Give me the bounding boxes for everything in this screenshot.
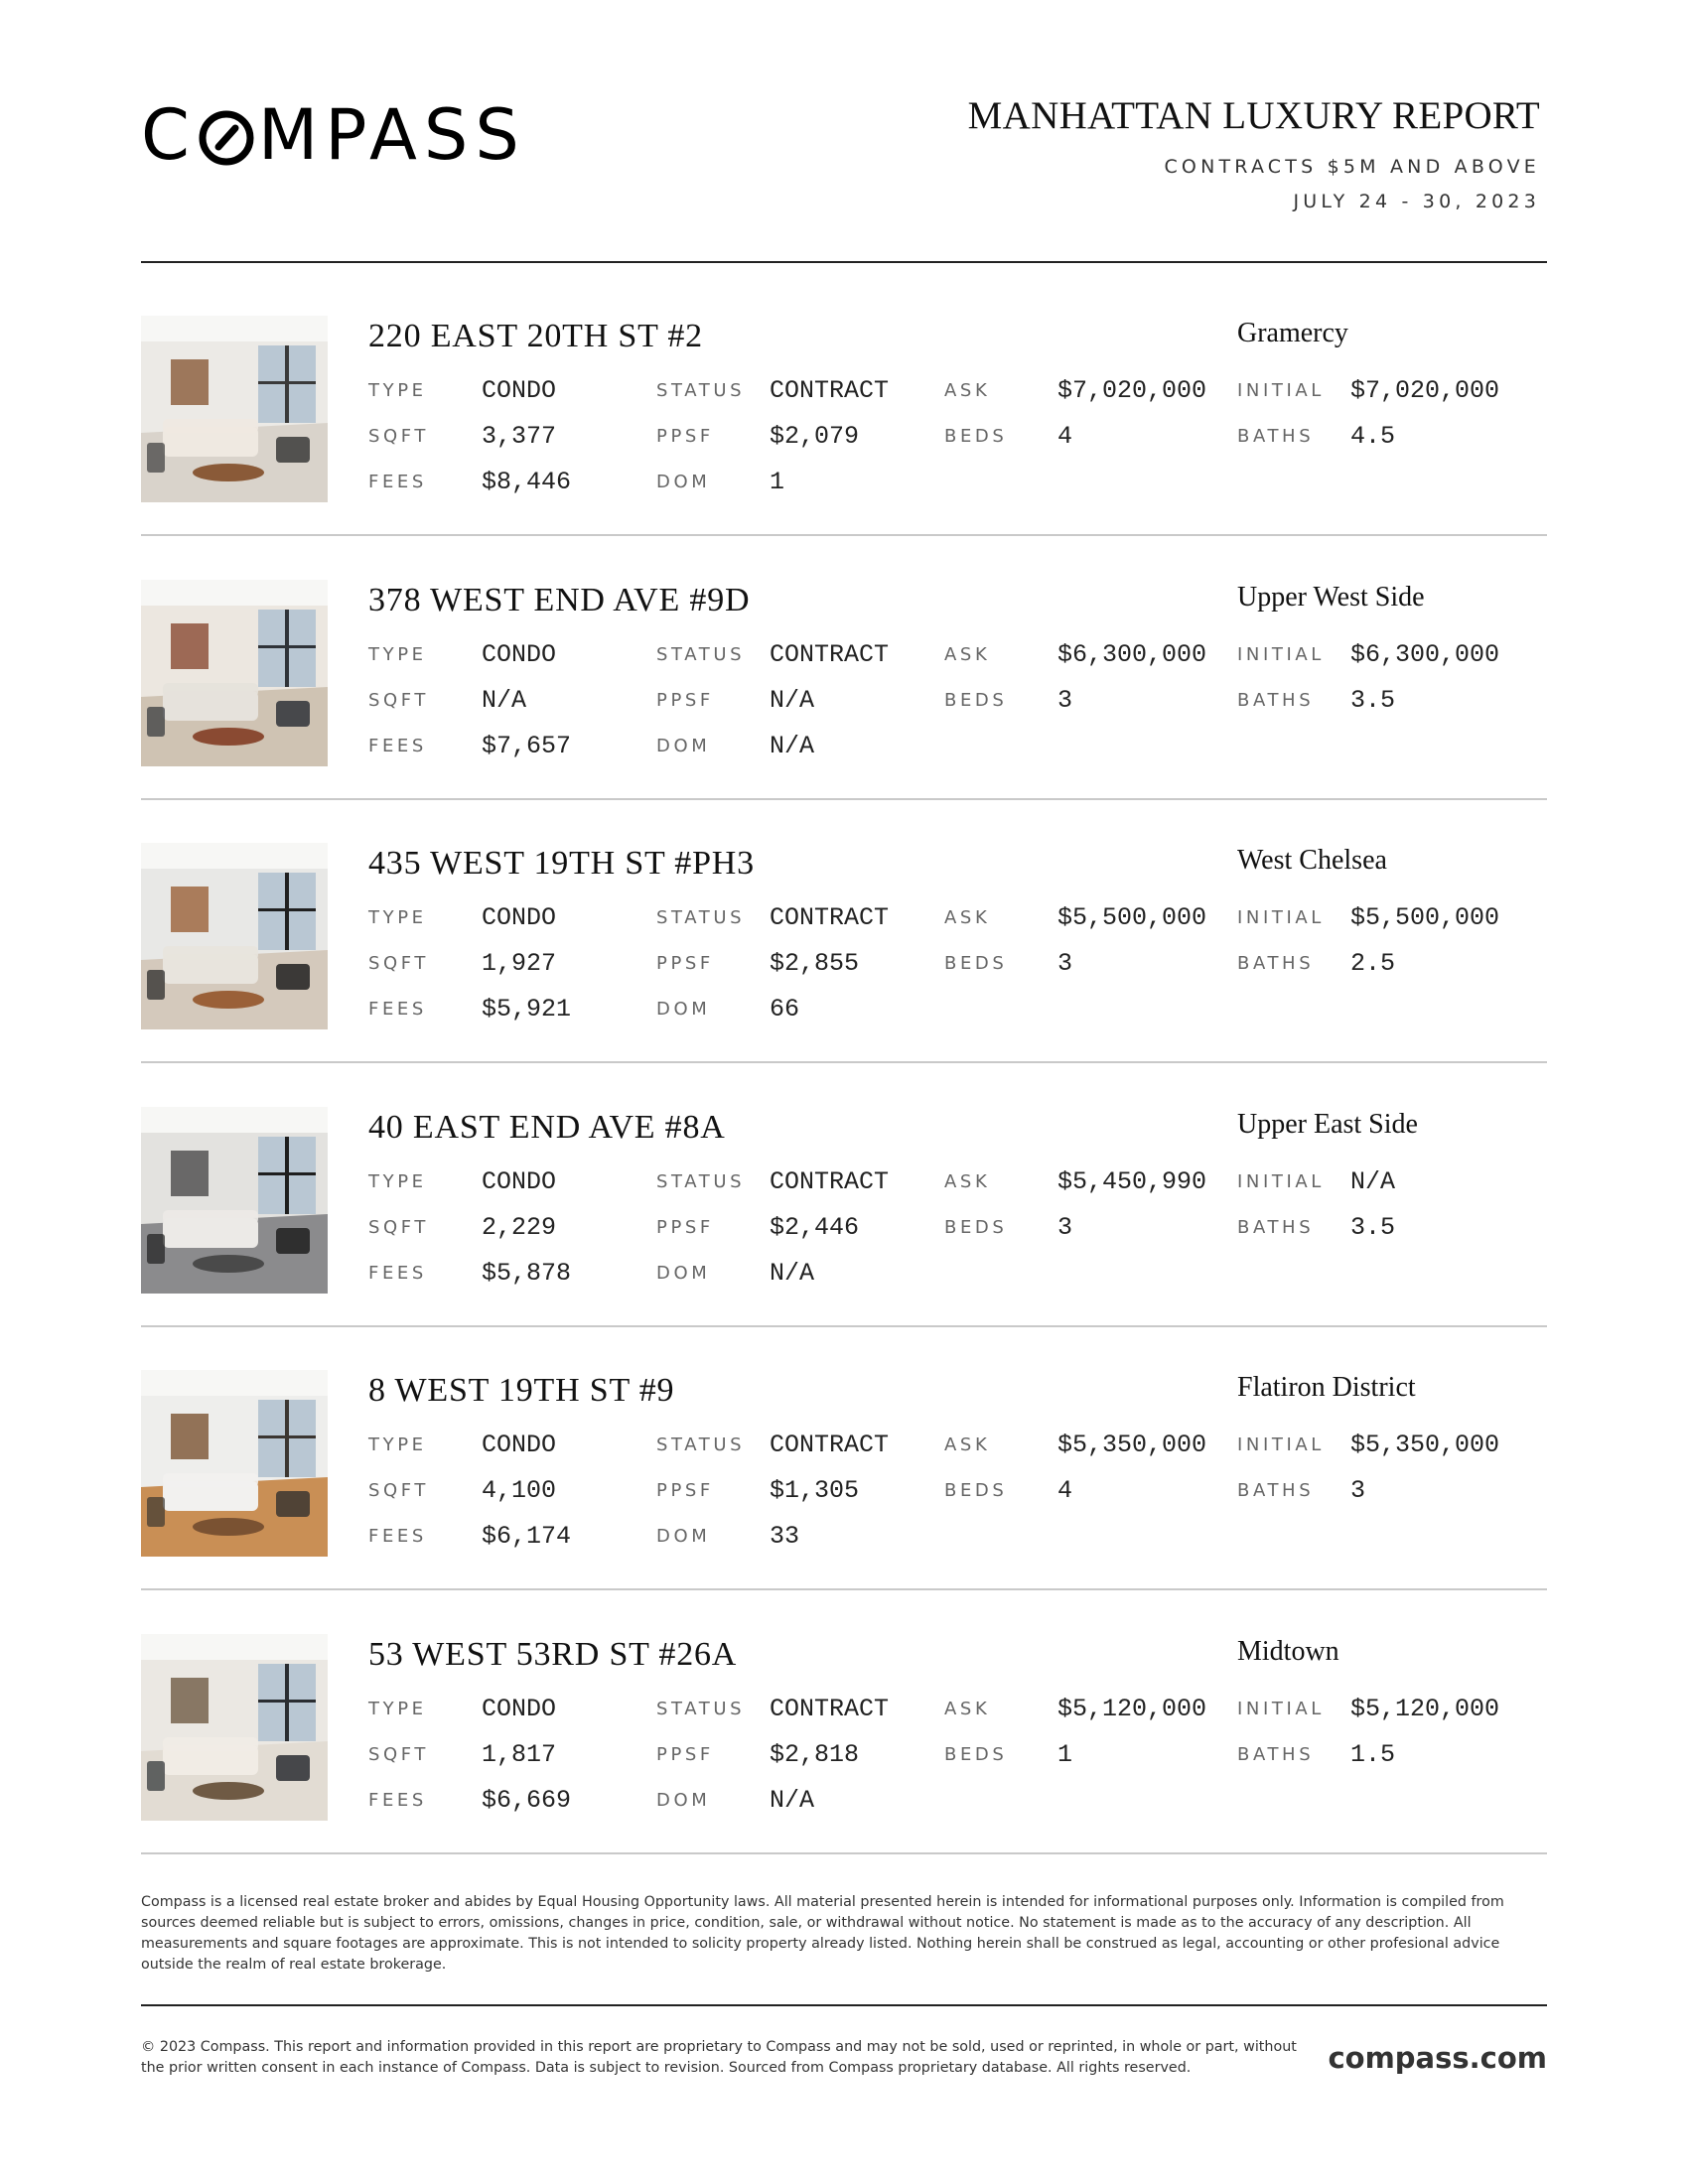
field-label-baths: BATHS xyxy=(1237,689,1315,711)
field-label-sqft: SQFT xyxy=(368,1216,430,1238)
field-label-ask: ASK xyxy=(944,1170,991,1192)
field-value-baths: 1.5 xyxy=(1350,1739,1396,1769)
field-label-baths: BATHS xyxy=(1237,1480,1315,1501)
field-label-ppsf: PPSF xyxy=(656,426,714,447)
field-value-initial: $7,020,000 xyxy=(1350,376,1500,405)
field-value-ppsf: $2,855 xyxy=(770,949,860,978)
field-value-ppsf: N/A xyxy=(770,685,815,715)
field-value-status: CONTRACT xyxy=(770,1694,890,1723)
field-label-initial: INITIAL xyxy=(1237,380,1325,401)
field-value-type: CONDO xyxy=(482,1431,557,1459)
field-value-initial: N/A xyxy=(1350,1166,1396,1196)
field-label-ppsf: PPSF xyxy=(656,1480,714,1501)
report-subtitle: CONTRACTS $5M AND ABOVE xyxy=(1164,155,1540,178)
field-label-fees: FEES xyxy=(368,999,427,1020)
field-value-status: CONTRACT xyxy=(770,639,890,669)
field-label-fees: FEES xyxy=(368,1789,427,1811)
field-value-ask: $5,120,000 xyxy=(1057,1694,1207,1723)
logo-o-icon xyxy=(199,110,254,166)
field-label-beds: BEDS xyxy=(944,1743,1008,1765)
listing-divider xyxy=(141,534,1547,536)
field-value-fees: $7,657 xyxy=(482,731,572,760)
field-value-fees: $6,174 xyxy=(482,1522,572,1551)
field-value-dom: 33 xyxy=(770,1522,800,1551)
field-value-ppsf: $2,818 xyxy=(770,1739,860,1769)
listing-divider xyxy=(141,1588,1547,1590)
listing-address: 435 WEST 19TH ST #PH3 xyxy=(368,845,755,882)
field-value-sqft: 1,927 xyxy=(482,949,557,978)
field-label-ask: ASK xyxy=(944,1434,991,1455)
field-value-fees: $5,878 xyxy=(482,1258,572,1288)
field-value-initial: $6,300,000 xyxy=(1350,639,1500,669)
field-value-sqft: 2,229 xyxy=(482,1212,557,1242)
field-label-type: TYPE xyxy=(368,1170,427,1192)
field-value-beds: 1 xyxy=(1057,1739,1073,1769)
field-value-beds: 3 xyxy=(1057,949,1073,978)
listing-address: 8 WEST 19TH ST #9 xyxy=(368,1372,675,1409)
field-value-dom: 66 xyxy=(770,995,800,1024)
field-value-baths: 4.5 xyxy=(1350,422,1396,451)
field-label-dom: DOM xyxy=(656,735,711,756)
field-value-ask: $6,300,000 xyxy=(1057,639,1207,669)
field-label-ppsf: PPSF xyxy=(656,1743,714,1765)
listing-address: 53 WEST 53RD ST #26A xyxy=(368,1635,738,1673)
field-label-baths: BATHS xyxy=(1237,1743,1315,1765)
field-label-sqft: SQFT xyxy=(368,689,430,711)
field-value-sqft: 4,100 xyxy=(482,1476,557,1505)
field-value-initial: $5,120,000 xyxy=(1350,1694,1500,1723)
field-label-ask: ASK xyxy=(944,1698,991,1719)
field-value-dom: N/A xyxy=(770,1258,815,1288)
website-link[interactable]: compass.com xyxy=(1328,2041,1547,2075)
field-value-baths: 3.5 xyxy=(1350,1212,1396,1242)
listing-address: 220 EAST 20TH ST #2 xyxy=(368,318,703,354)
field-value-sqft: N/A xyxy=(482,685,527,715)
field-value-type: CONDO xyxy=(482,1694,557,1723)
report-header xyxy=(968,95,1540,212)
disclaimer-text: Compass is a licensed real estate broker and abides by Equal Housing Opportunity laws. All material presented herein is intended for informational purposes only. Information is compiled from sources deemed reliable but is subject to errors, omissions, changes in price, condition, sale, or withdrawal without notice. No statement is made as to the accuracy of any description. All measurements and square footages are approximate. This is not intended to solicity property already listed. Nothing herein shall be construed as legal, accounting or other profesional advice outside the realm of real estate brokerage. xyxy=(141,1894,1504,1973)
logo-letters-mpass: MPASS xyxy=(257,94,526,176)
field-label-sqft: SQFT xyxy=(368,1743,430,1765)
field-label-status: STATUS xyxy=(656,380,746,401)
field-label-beds: BEDS xyxy=(944,953,1008,974)
field-value-ask: $5,500,000 xyxy=(1057,903,1207,932)
field-label-dom: DOM xyxy=(656,1262,711,1284)
field-value-beds: 3 xyxy=(1057,685,1073,715)
field-value-fees: $8,446 xyxy=(482,468,572,496)
field-label-status: STATUS xyxy=(656,1434,746,1455)
listing-neighborhood: Upper West Side xyxy=(1237,581,1425,613)
field-label-type: TYPE xyxy=(368,1434,427,1455)
footer-divider xyxy=(141,2004,1547,2006)
report-date: JULY 24 - 30, 2023 xyxy=(1293,190,1540,212)
listing-photo[interactable] xyxy=(141,580,328,766)
listing-divider xyxy=(141,798,1547,800)
listing-photo[interactable] xyxy=(141,843,328,1029)
listing-divider xyxy=(141,1852,1547,1854)
field-value-beds: 3 xyxy=(1057,1212,1073,1242)
field-label-status: STATUS xyxy=(656,1170,746,1192)
compass-logo xyxy=(141,95,526,175)
field-label-type: TYPE xyxy=(368,643,427,665)
field-label-status: STATUS xyxy=(656,643,746,665)
logo-letter-c: C xyxy=(141,94,197,176)
listing-photo[interactable] xyxy=(141,1107,328,1294)
field-label-ask: ASK xyxy=(944,380,991,401)
field-value-initial: $5,350,000 xyxy=(1350,1431,1500,1459)
listing-address: 40 EAST END AVE #8A xyxy=(368,1108,726,1146)
field-value-type: CONDO xyxy=(482,639,557,669)
listing-neighborhood: Midtown xyxy=(1237,1635,1339,1667)
field-value-beds: 4 xyxy=(1057,1476,1073,1505)
field-label-dom: DOM xyxy=(656,472,711,492)
field-label-fees: FEES xyxy=(368,1262,427,1284)
field-value-dom: N/A xyxy=(770,1785,815,1815)
field-value-type: CONDO xyxy=(482,376,557,405)
field-label-fees: FEES xyxy=(368,472,427,492)
field-label-type: TYPE xyxy=(368,907,427,928)
field-label-type: TYPE xyxy=(368,380,427,401)
field-label-beds: BEDS xyxy=(944,1216,1008,1238)
field-label-fees: FEES xyxy=(368,1526,427,1547)
field-label-type: TYPE xyxy=(368,1698,427,1719)
listing-row xyxy=(141,1370,1547,1588)
field-label-sqft: SQFT xyxy=(368,1480,430,1501)
field-label-initial: INITIAL xyxy=(1237,1170,1325,1192)
listing-address: 378 WEST END AVE #9D xyxy=(368,581,751,618)
field-label-fees: FEES xyxy=(368,735,427,756)
field-label-ask: ASK xyxy=(944,907,991,928)
listing-divider xyxy=(141,1325,1547,1327)
listing-row xyxy=(141,580,1547,798)
field-label-beds: BEDS xyxy=(944,1480,1008,1501)
field-value-sqft: 1,817 xyxy=(482,1739,557,1769)
field-label-baths: BATHS xyxy=(1237,426,1315,447)
field-label-initial: INITIAL xyxy=(1237,1434,1325,1455)
field-value-ppsf: $2,446 xyxy=(770,1212,860,1242)
field-value-sqft: 3,377 xyxy=(482,422,557,451)
field-value-baths: 2.5 xyxy=(1350,949,1396,978)
field-label-ppsf: PPSF xyxy=(656,1216,714,1238)
field-label-beds: BEDS xyxy=(944,426,1008,447)
field-value-ask: $5,450,990 xyxy=(1057,1166,1207,1196)
field-value-status: CONTRACT xyxy=(770,376,890,405)
field-label-initial: INITIAL xyxy=(1237,907,1325,928)
listing-neighborhood: Upper East Side xyxy=(1237,1108,1418,1140)
field-label-baths: BATHS xyxy=(1237,953,1315,974)
listing-row xyxy=(141,1107,1547,1325)
listing-photo[interactable] xyxy=(141,316,328,502)
field-label-ppsf: PPSF xyxy=(656,689,714,711)
field-value-ask: $7,020,000 xyxy=(1057,376,1207,405)
field-label-dom: DOM xyxy=(656,999,711,1020)
field-value-type: CONDO xyxy=(482,903,557,932)
field-value-baths: 3 xyxy=(1350,1476,1366,1505)
field-value-initial: $5,500,000 xyxy=(1350,903,1500,932)
field-value-status: CONTRACT xyxy=(770,903,890,932)
field-label-ask: ASK xyxy=(944,643,991,665)
listing-divider xyxy=(141,1061,1547,1063)
field-label-dom: DOM xyxy=(656,1789,711,1811)
field-label-beds: BEDS xyxy=(944,689,1008,711)
listing-neighborhood: West Chelsea xyxy=(1237,845,1387,876)
report-title: MANHATTAN LUXURY REPORT xyxy=(967,94,1540,137)
field-value-status: CONTRACT xyxy=(770,1431,890,1459)
field-value-beds: 4 xyxy=(1057,422,1073,451)
listing-photo[interactable] xyxy=(141,1370,328,1557)
field-value-type: CONDO xyxy=(482,1166,557,1196)
field-value-fees: $5,921 xyxy=(482,995,572,1024)
copyright-text: © 2023 Compass. This report and information provided in this report are proprietary to Compass and may not be sold, used or reprinted, in whole or part, without the prior written consent in each instance of Compass. Data is subject to revision. Sourced from Compass proprietary database. All rights reserved. xyxy=(141,2039,1297,2076)
field-value-dom: N/A xyxy=(770,731,815,760)
field-label-initial: INITIAL xyxy=(1237,643,1325,665)
field-label-ppsf: PPSF xyxy=(656,953,714,974)
field-value-ppsf: $2,079 xyxy=(770,422,860,451)
listing-row xyxy=(141,843,1547,1061)
field-label-initial: INITIAL xyxy=(1237,1698,1325,1719)
field-value-status: CONTRACT xyxy=(770,1166,890,1196)
field-label-status: STATUS xyxy=(656,1698,746,1719)
listing-photo[interactable] xyxy=(141,1634,328,1821)
field-value-dom: 1 xyxy=(770,468,785,496)
field-value-fees: $6,669 xyxy=(482,1785,572,1815)
listing-row xyxy=(141,316,1547,534)
field-value-baths: 3.5 xyxy=(1350,685,1396,715)
field-label-dom: DOM xyxy=(656,1526,711,1547)
header-divider xyxy=(141,261,1547,263)
listing-neighborhood: Gramercy xyxy=(1237,318,1348,348)
field-label-status: STATUS xyxy=(656,907,746,928)
listing-neighborhood: Flatiron District xyxy=(1237,1372,1416,1403)
field-label-sqft: SQFT xyxy=(368,426,430,447)
listing-row xyxy=(141,1634,1547,1852)
field-value-ppsf: $1,305 xyxy=(770,1476,860,1505)
field-value-ask: $5,350,000 xyxy=(1057,1431,1207,1459)
field-label-sqft: SQFT xyxy=(368,953,430,974)
field-label-baths: BATHS xyxy=(1237,1216,1315,1238)
